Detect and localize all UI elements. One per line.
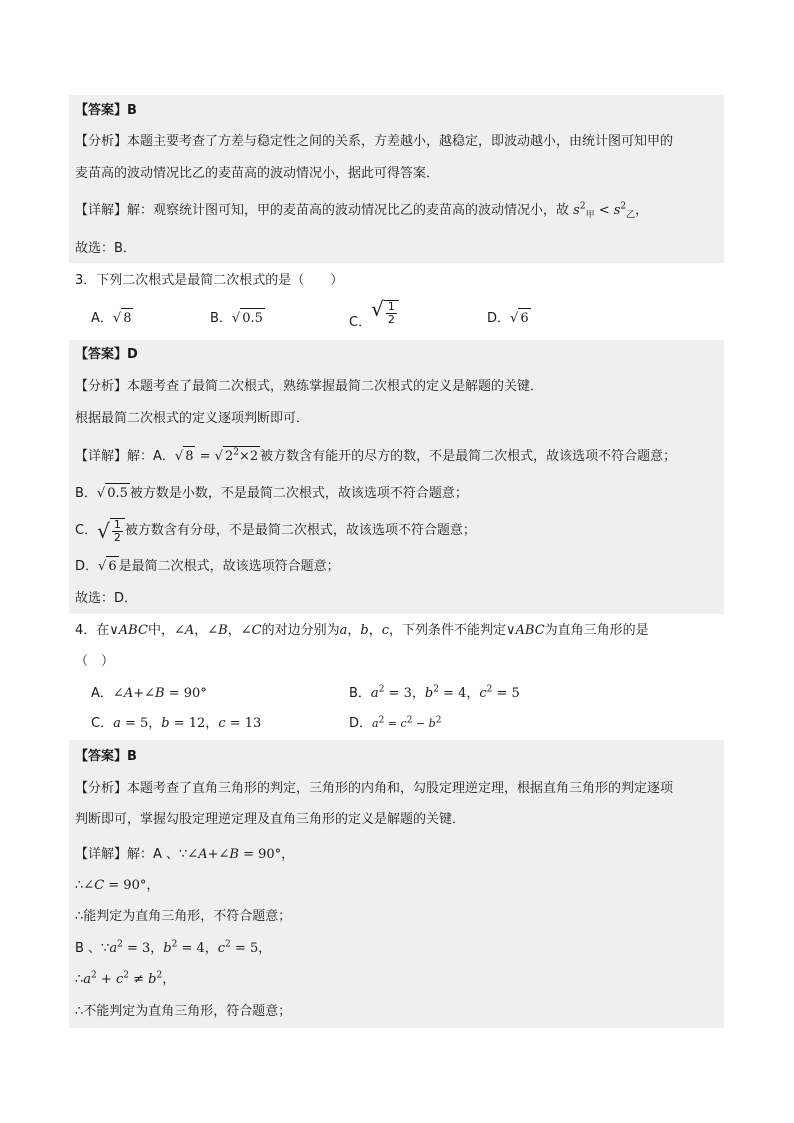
q3-detail-b-math: √ 0.5 <box>97 486 130 501</box>
q4-option-b: B．$a^2 = 3$，$b^2 = 4$，$c^2 = 5$ <box>349 684 520 701</box>
q3-detail-b-text: 被方数是小数，不是最简二次根式，故该选项不符合题意； <box>129 486 468 501</box>
q4-detail-2-text: ∴ <box>75 878 84 893</box>
q3-option-c-num: 1 <box>387 299 395 313</box>
q3-detail-b-prefix: B． <box>75 486 97 501</box>
q3-stem: 3．下列二次根式是最简二次根式的是（ ） <box>75 273 344 288</box>
q2-sub-jia: 甲 <box>585 210 595 221</box>
q3-detail-a-prefix: 【详解】解：A． <box>75 449 175 464</box>
q4-stem-line-2: （ ） <box>75 654 115 669</box>
q3-detail-a-math: √ 8 = √ $2^2\times 2$ <box>175 449 260 464</box>
q3-detail-d-prefix: D． <box>75 559 99 574</box>
q4-option-a-label: A． <box>91 686 113 701</box>
q4-detail-4-text: B 、∵ <box>75 941 110 956</box>
q4-option-c: C．a = 5，b = 12，c = 13 <box>91 716 262 731</box>
q4-stem-1a: 4．在 <box>75 623 110 638</box>
q3-detail-d <box>75 556 340 577</box>
q3-option-a-label: A． <box>91 311 113 326</box>
q2-sub-yi: 乙 <box>626 210 636 221</box>
q3-option-b-label: B． <box>210 311 232 326</box>
q3-detail-c: C． √ $\frac{1}{2}$ 被方数含有分母，不是最简二次根式，故该选项不符合题意； <box>75 518 476 544</box>
q3-detail-c-text: 被方数含有分母，不是最简二次根式，故该选项不符合题意； <box>124 523 476 538</box>
q3-detail-d-math: √ 6 <box>98 559 119 574</box>
q4-detail-line-4: B 、$\because a^2 = 3$，$b^2 = 4$，$c^2 = 5$， <box>75 939 272 956</box>
q4-analysis-line-1: 【分析】本题考查了直角三角形的判定，三角形的内角和，勾股定理逆定理，根据直角三角形的判定逐项 <box>75 781 674 796</box>
q3-option-b: B．√ 0.5 <box>210 308 265 329</box>
q3-detail-c-prefix: C． <box>75 523 98 538</box>
q4-option-c-label: C． <box>91 716 114 731</box>
q3-option-d: D．√ 6 <box>487 308 531 329</box>
q3-option-a-radicand: 8 <box>121 308 133 329</box>
q3-option-d-label: D． <box>487 311 511 326</box>
q3-option-c-fraction <box>384 300 399 326</box>
q4-stem-line-1: 4．在∨ABC中，∠A，∠B，∠C的对边分别为a，b，c，下列条件不能判定∨ABC为直角三角形的是 <box>75 623 649 638</box>
q3-analysis-line-1: 【分析】本题考查了最简二次根式，熟练掌握最简二次根式的定义是解题的关键． <box>75 379 544 394</box>
q4-detail-line-1: 【详解】解：A 、∵∠A+∠B = 90°， <box>75 847 295 862</box>
q3-choose: 故选：D． <box>75 591 138 606</box>
q4-detail-5-text: ∴ <box>75 972 84 987</box>
q2-analysis-line-1: 【分析】本题主要考查了方差与稳定性之间的关系，方差越小，越稳定，即波动越小，由统计图可知甲的 <box>75 134 674 149</box>
q4-stem-1b: 中， <box>147 623 174 638</box>
q3-option-c-den: 2 <box>387 312 395 326</box>
q3-option-c: C．√ $\frac{1}{2}$ <box>349 299 399 326</box>
q3-option-b-radicand: 0.5 <box>240 308 265 329</box>
q3-detail-a <box>75 446 676 467</box>
q4-answer: 【答案】B <box>75 749 137 764</box>
q3-detail-d-text: 是最简二次根式，故该选项符合题意； <box>118 559 340 574</box>
q2-choose: 故选：B． <box>75 241 136 256</box>
q4-detail-line-5: $\therefore a^2 + c^2 \ne b^2$， <box>75 970 176 987</box>
q2-detail-tail: ， <box>635 203 649 218</box>
q3-option-a: A．√ 8 <box>91 308 133 329</box>
q4-stem-1e: 为直角三角形的是 <box>544 623 649 638</box>
q4-stem-1d: ，下列条件不能判定 <box>389 623 507 638</box>
q3-detail-a-text: 被方数含有能开的尽方的数，不是最简二次根式，故该选项不符合题意； <box>260 449 677 464</box>
q4-detail-1-text: 【详解】解：A 、∵ <box>75 847 188 862</box>
q4-option-b-label: B． <box>349 686 371 701</box>
q2-detail <box>75 201 648 221</box>
q2-answer: 【答案】B <box>75 103 137 118</box>
q4-analysis-line-2: 判断即可，掌握勾股定理逆定理及直角三角形的定义是解题的关键． <box>75 812 466 827</box>
q2-variance-compare: $s^2_甲 < s^2_乙$ <box>573 201 636 221</box>
q3-detail-c-fraction: $\frac{1}{2}$ <box>110 518 125 544</box>
q2-detail-text: 【详解】解：观察统计图可知，甲的麦苗高的波动情况比乙的麦苗高的波动情况小，故 <box>75 203 570 218</box>
q4-option-d-label: D． <box>349 716 373 731</box>
q3-answer: 【答案】D <box>75 347 138 362</box>
q4-stem-1c: 的对边分别为 <box>261 623 340 638</box>
q4-detail-line-6: ∴不能判定为直角三角形，符合题意； <box>75 1004 292 1019</box>
q3-option-d-radicand: 6 <box>518 308 530 329</box>
q3-option-c-label: C． <box>349 315 372 330</box>
q2-analysis-line-2: 麦苗高的波动情况比乙的麦苗高的波动情况小，据此可得答案． <box>75 166 440 181</box>
q4-detail-line-2: ∴∠C = 90°， <box>75 878 160 893</box>
q4-option-a: A．∠A+∠B = 90° <box>91 686 207 701</box>
q3-analysis-line-2: 根据最简二次根式的定义逐项判断即可． <box>75 411 310 426</box>
q3-detail-b <box>75 483 468 504</box>
q4-option-d: D．$a^2 = c^2 - b^2$ <box>349 715 442 731</box>
q4-detail-line-3: ∴能判定为直角三角形，不符合题意； <box>75 909 292 924</box>
